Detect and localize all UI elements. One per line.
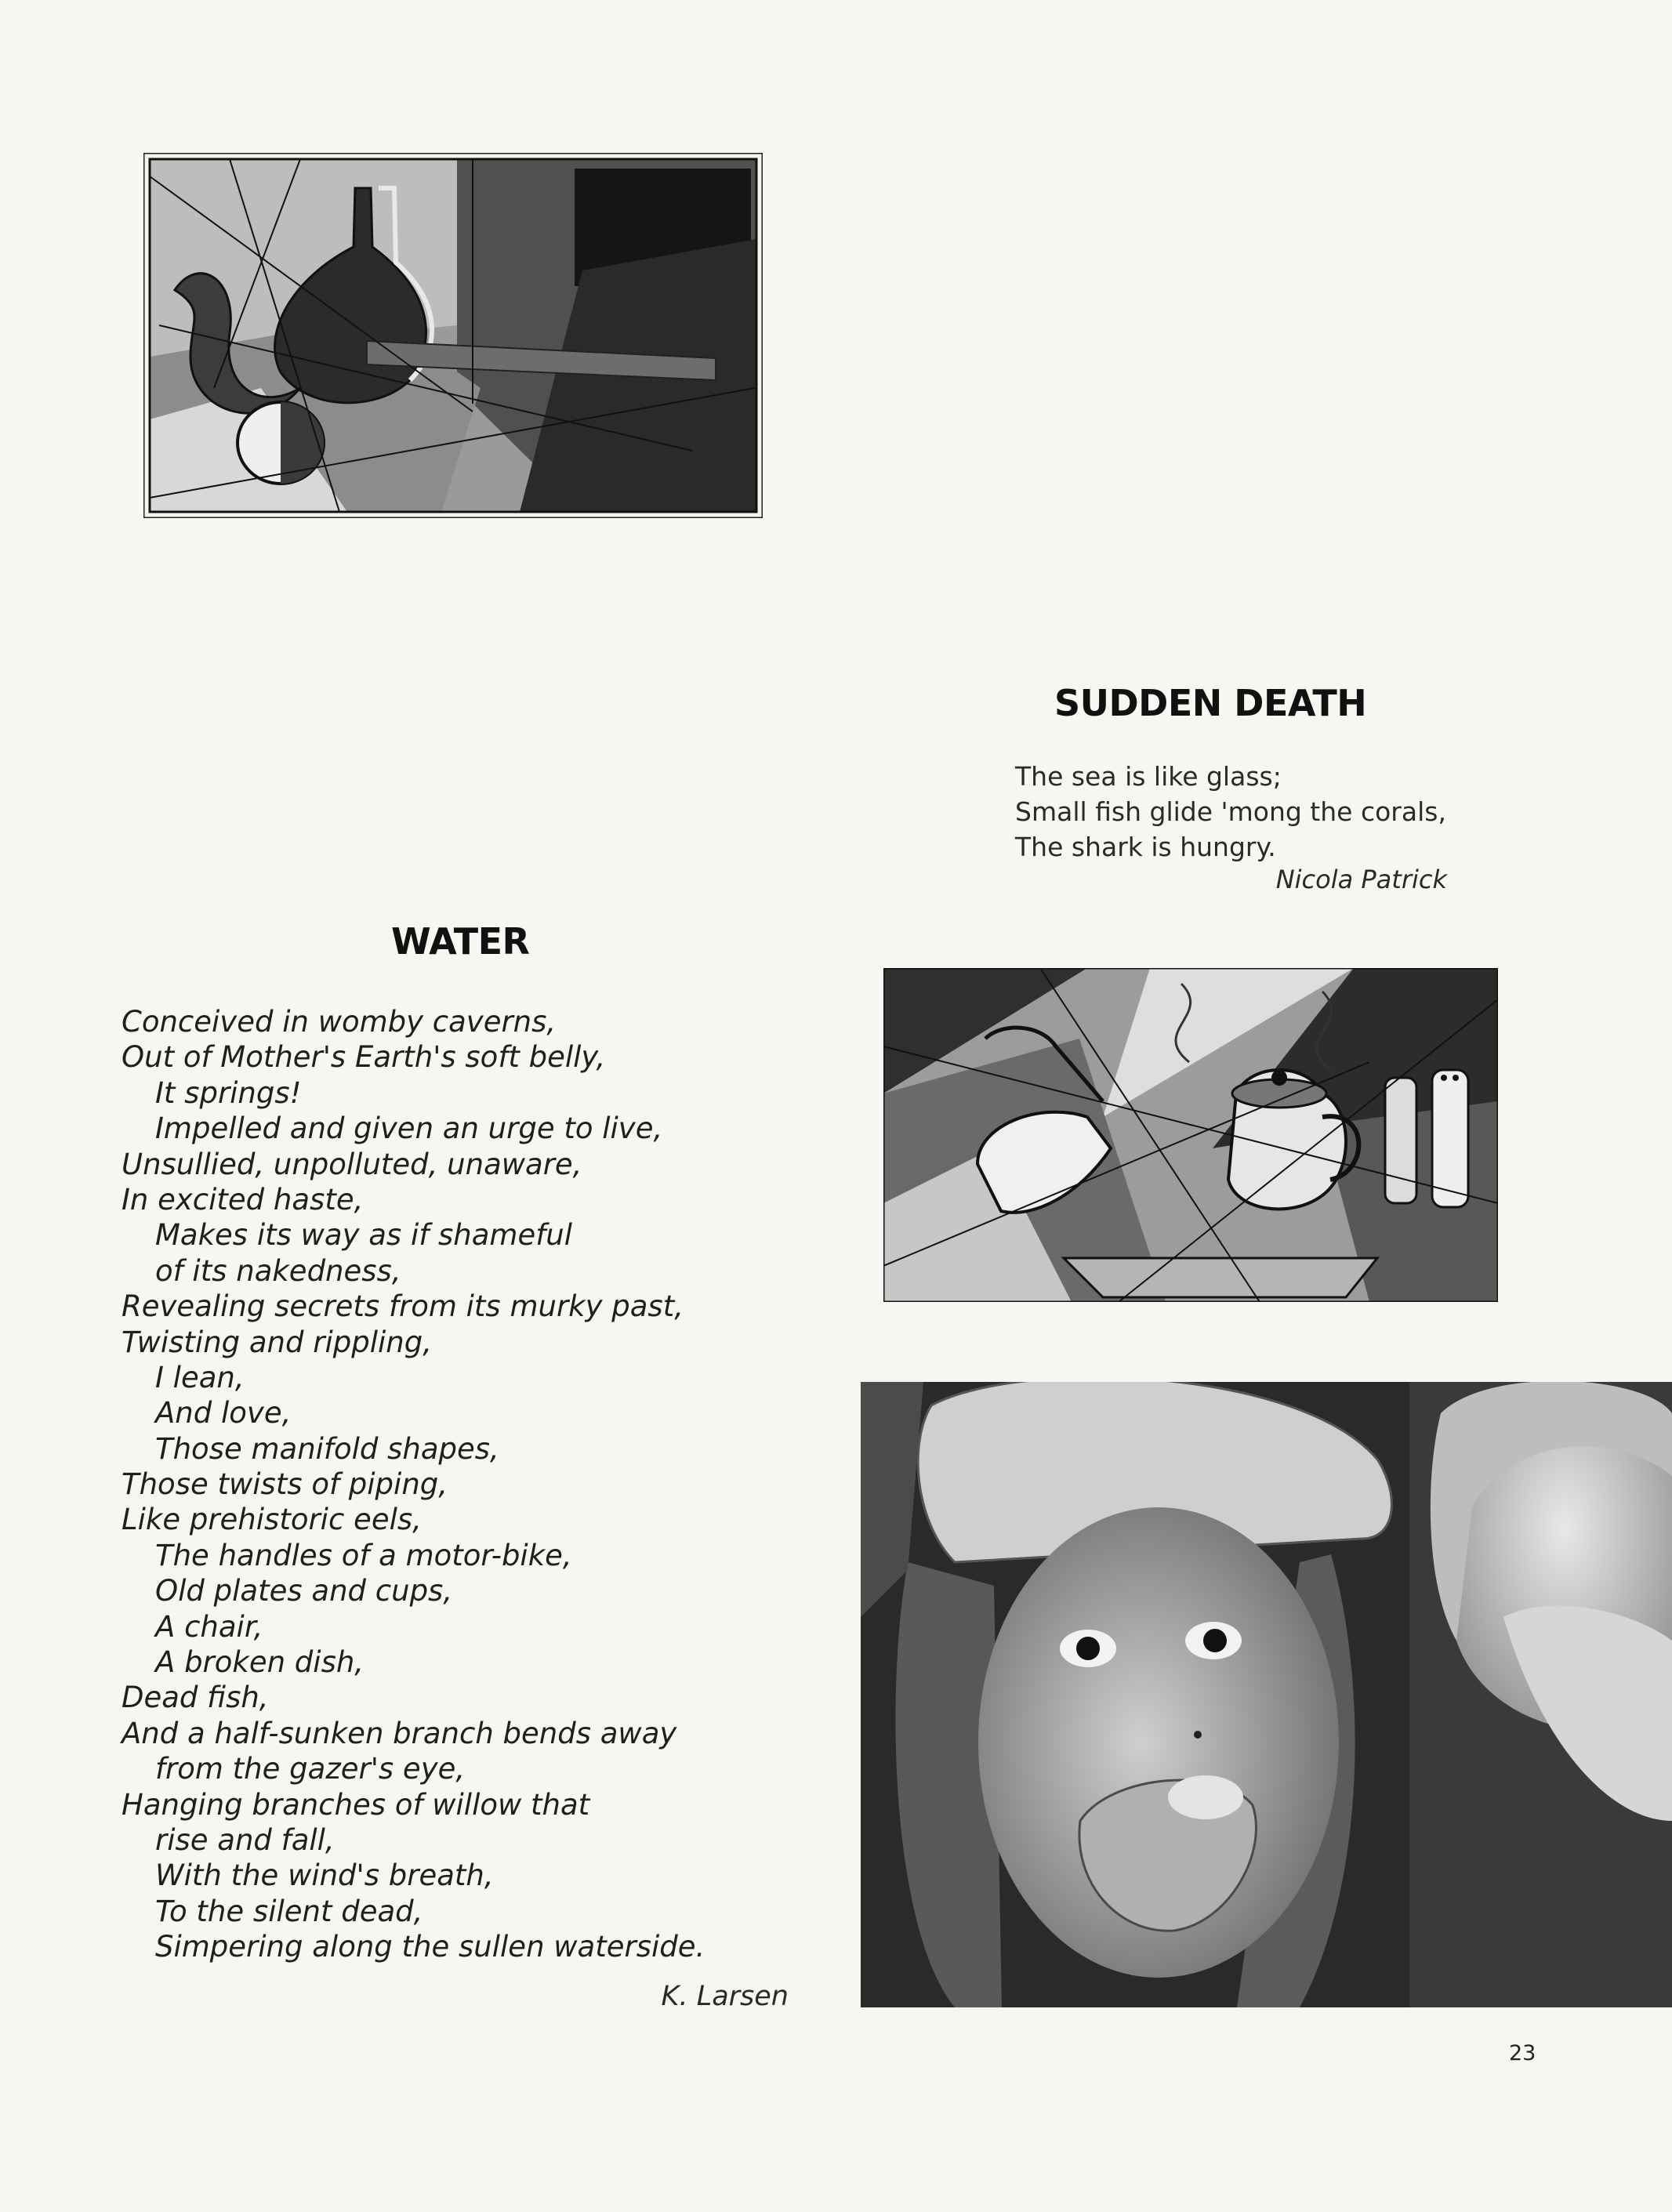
poem-line: A chair, (155, 1609, 263, 1644)
poem-line: Conceived in womby caverns, (122, 1005, 557, 1039)
page-number: 23 (1509, 2041, 1536, 2065)
poem-author-sudden-death: Nicola Patrick (1275, 865, 1447, 894)
poem-line: Old plates and cups, (155, 1574, 453, 1608)
poem-line: Revealing secrets from its murky past, (122, 1289, 684, 1324)
poem-line: A broken dish, (155, 1645, 365, 1680)
poem-line: Simpering along the sullen waterside. (155, 1930, 705, 1964)
poem-line: Those manifold shapes, (155, 1431, 499, 1466)
still-life-artwork (143, 153, 763, 518)
poem-line: The shark is hungry. (1015, 832, 1276, 862)
poem-line: It springs! (155, 1075, 302, 1110)
poem-line: The handles of a motor-bike, (155, 1538, 572, 1572)
poem-line: Small fish glide 'mong the corals, (1015, 796, 1446, 827)
poem-author-water: K. Larsen (661, 1981, 789, 2012)
poem-line: of its nakedness, (155, 1253, 401, 1288)
poem-line: Hanging branches of willow that (122, 1787, 590, 1822)
poem-line: Like prehistoric eels, (122, 1503, 422, 1537)
poem-body-water (122, 1004, 705, 1965)
poem-line: In excited haste, (122, 1182, 364, 1217)
poem-line: And love, (155, 1396, 292, 1431)
poem-line: from the gazer's eye, (155, 1752, 466, 1786)
poem-line: With the wind's breath, (155, 1858, 494, 1893)
poem-line: Impelled and given an urge to live, (155, 1111, 663, 1146)
poem-line: And a half-sunken branch bends away (122, 1716, 677, 1750)
poem-line: Dead fish, (122, 1681, 269, 1715)
poem-line: Those twists of piping, (122, 1467, 448, 1502)
poem-title-water: WATER (391, 920, 530, 963)
poem-line: rise and fall, (155, 1822, 335, 1857)
poem-line: I lean, (155, 1360, 245, 1394)
poem-line: Unsullied, unpolluted, unaware, (122, 1147, 582, 1181)
poem-line: Out of Mother's Earth's soft belly, (122, 1040, 606, 1075)
children-photo (861, 1382, 1672, 2007)
poem-body-sudden-death (1015, 759, 1446, 865)
poem-line: Twisting and rippling, (122, 1325, 432, 1359)
poem-line: The sea is like glass; (1015, 761, 1282, 792)
teapot-artwork (883, 968, 1498, 1302)
poem-title-sudden-death: SUDDEN DEATH (1054, 682, 1367, 724)
poem-line: Makes its way as if shameful (155, 1218, 572, 1253)
poem-line: To the silent dead, (155, 1894, 423, 1928)
